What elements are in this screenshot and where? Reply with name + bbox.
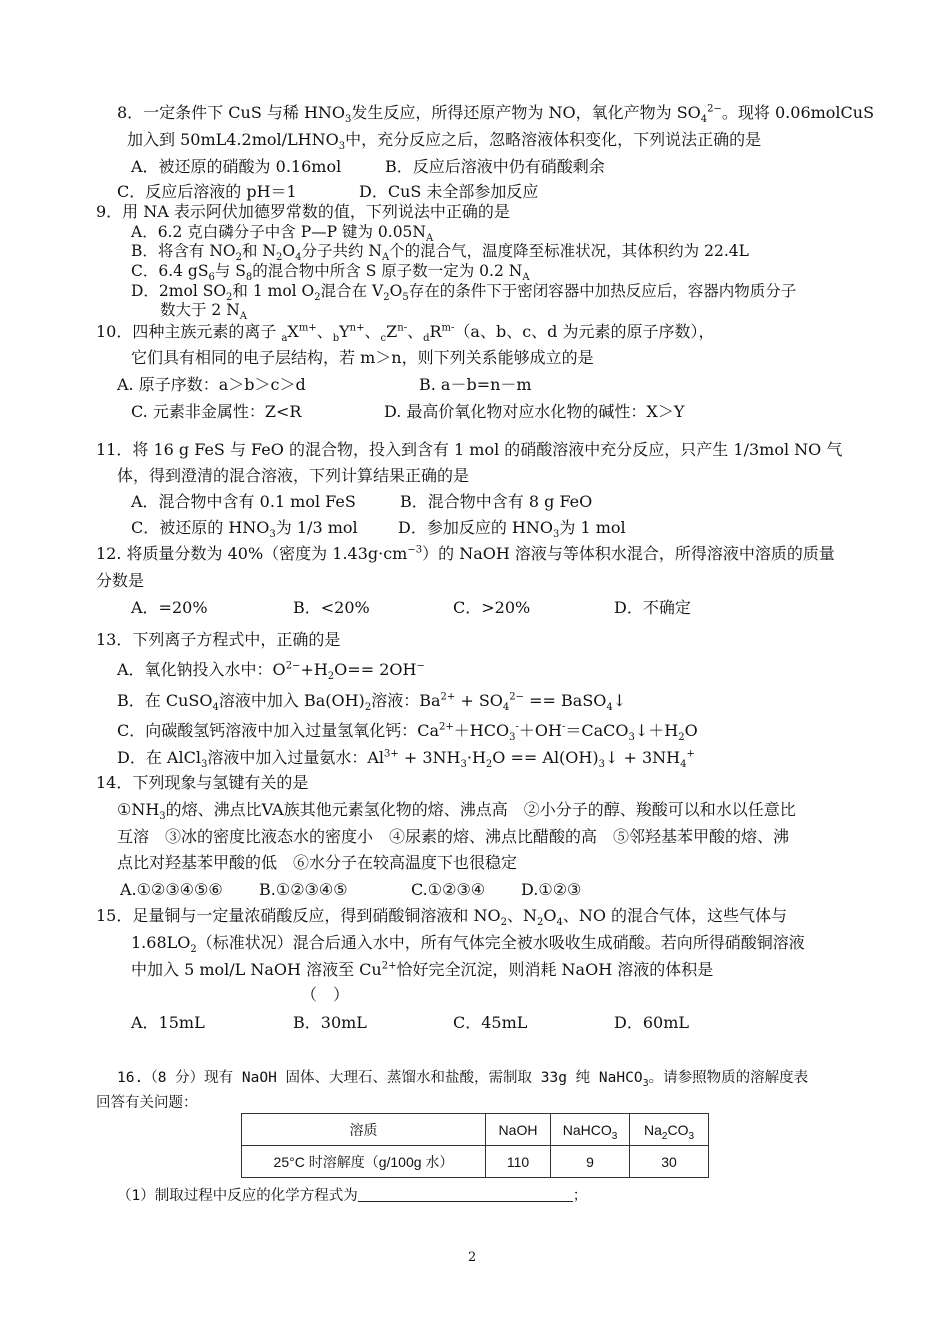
q15-stem-line3: 中加入 5 mol/L NaOH 溶液至 $Cu^{2+}$恰好完全沉淀，则消耗 NaOH 溶液的体积是 — [131, 960, 714, 979]
q12-stem-line1: 12. 将质量分数为 40%（密度为 $1.43g\cdot cm^{-3}$）的 NaOH 溶液与等体积水混合，所得溶液中溶质的质量 — [96, 544, 835, 563]
q8-option-d: D．CuS 未全部参加反应 — [359, 182, 539, 201]
q10-stem-line1: 10．四种主族元素的离子 $_aX^{m+}$、$_bY^{n+}$、$_cZ^{n-}$、$_dR^{m-}(a$、b、c、d 为元素的原子序数）， — [96, 322, 715, 345]
q12-option-a: A．=20% — [131, 598, 208, 617]
q15-answer-parentheses: （ ） — [301, 985, 350, 1004]
q11-stem-line2: 体，得到澄清的混合溶液，下列计算结果正确的是 — [117, 466, 470, 485]
q16-stem-line2: 回答有关问题： — [96, 1095, 198, 1111]
q11-option-d: D．参加反应的 $HNO_3$为 1 mol — [398, 518, 626, 541]
q9-option-b: B．将含有 $NO_2$和 $N_2O_4$分子共约 $N_A$个的混合气，温度降至标准状况，其体积约为 22.4L — [131, 242, 749, 264]
q13-option-a: A．氧化钠投入水中：$O^{2-}+H_2O== 2OH^-$ — [117, 660, 425, 683]
q13-option-b: B．在 CuSO$_4$溶液中加入 $Ba(OH)_2$溶液：$Ba^{2+} + SO_4^{2-}$ == BaSO$_4$↓ — [117, 691, 627, 714]
table-header-cell: 溶质 — [242, 1114, 486, 1146]
q14-option-c: C.①②③④ — [411, 880, 486, 899]
q8-option-b: B．反应后溶液中仍有硝酸剩余 — [385, 157, 605, 176]
q15-stem-line1: 15．足量铜与一定量浓硝酸反应，得到硝酸铜溶液和 $NO_2$、$N_2O_4$、NO 的混合气体，这些气体与 — [96, 906, 788, 929]
q9-option-d-line2: 数大于 2 $N_A$ — [160, 301, 248, 323]
q12-option-c: C．>20% — [453, 598, 531, 617]
q10-option-c: C. 元素非金属性：Z<R — [131, 402, 302, 421]
q10-option-a: A. 原子序数：a＞b＞c＞d — [117, 375, 306, 394]
answer-blank[interactable] — [358, 1186, 573, 1202]
q14-option-b: B.①②③④⑤ — [259, 880, 348, 899]
q13-option-d: D．在 AlCl$_3$溶液中加入过量氨水：$Al^{3+} + 3NH_3\cdot H_2O$ == $Al(OH)_3↓ + 3NH_4^+$ — [117, 748, 695, 771]
q10-stem-line2: 它们具有相同的电子层结构，若 m＞n，则下列关系能够成立的是 — [131, 348, 594, 367]
q15-option-b: B．30mL — [293, 1013, 367, 1032]
page-number: 2 — [468, 1250, 477, 1265]
q13-stem: 13．下列离子方程式中，正确的是 — [96, 630, 341, 649]
q14-option-a: A.①②③④⑤⑥ — [120, 880, 223, 899]
table-header-cell: NaOH — [486, 1114, 551, 1146]
q15-option-d: D．60mL — [614, 1013, 689, 1032]
q12-stem-line2: 分数是 — [96, 571, 145, 590]
q8-option-c: C．反应后溶液的 pH＝1 — [117, 182, 297, 201]
q9-option-d-line1: D．2mol $SO_2$和 1 mol $O_2$混合在 $V_2O_5$存在的条件下于密闭容器中加热反应后，容器内物质分子 — [131, 282, 797, 304]
q15-stem-line2: $1.68LO_2$（标准状况）混合后通入水中，所有气体完全被水吸收生成硝酸。若向所得硝酸铜溶液 — [131, 933, 805, 956]
table-header-cell: NaHCO$_3$ — [551, 1114, 630, 1146]
table-row — [242, 1146, 709, 1178]
q15-option-a: A．15mL — [131, 1013, 205, 1032]
q12-option-b: B．<20% — [293, 598, 370, 617]
q11-option-a: A．混合物中含有 0.1 mol FeS — [131, 492, 356, 511]
table-cell: 30 — [630, 1146, 709, 1178]
table-cell: 110 — [486, 1146, 551, 1178]
q8-stem-line2: 加入到 $50mL4.2mol/LHNO_3$中，充分反应之后，忽略溶液体积变化，下列说法正确的是 — [127, 130, 762, 153]
q11-option-c: C．被还原的 $HNO_3$为 1/3 mol — [131, 518, 358, 541]
table-cell: 9 — [551, 1146, 630, 1178]
q14-body-line3: 点比对羟基苯甲酸的低 ⑥水分子在较高温度下也很稳定 — [117, 853, 518, 872]
q11-stem-line1: 11．将 16 g FeS 与 FeO 的混合物，投入到含有 1 mol 的硝酸溶液中充分反应，只产生 1/3mol NO 气 — [96, 440, 843, 459]
q12-option-d: D．不确定 — [614, 598, 691, 617]
q10-option-d: D. 最高价氧化物对应水化物的碱性：X＞Y — [384, 402, 685, 421]
q16-subquestion-1: （1）制取过程中反应的化学方程式为 ； — [117, 1188, 588, 1204]
q9-stem: 9．用 NA 表示阿伏加德罗常数的值，下列说法中正确的是 — [96, 202, 510, 221]
q8-option-a: A．被还原的硝酸为 0.16mol — [131, 157, 342, 176]
q8-stem-line1: 8．一定条件下 CuS 与稀 $HNO_3$发生反应，所得还原产物为 NO，氧化产物为 $SO_4^{2-}$。现将 0.06molCuS — [117, 103, 875, 126]
solubility-table — [241, 1113, 709, 1178]
q16-stem-line1: 16.（8 分）现有 NaOH 固体、大理石、蒸馏水和盐酸，需制取 33g 纯 NaHCO$_3$。请参照物质的溶解度表 — [117, 1070, 809, 1089]
q10-option-b: B. a－b=n－m — [419, 375, 532, 394]
table-cell: 25°C 时溶解度（g/100g 水） — [242, 1146, 486, 1178]
q14-stem: 14．下列现象与氢键有关的是 — [96, 773, 309, 792]
q14-option-d: D.①②③ — [521, 880, 582, 899]
q9-option-c: C．6.4 $gS_6$与 $S_8$的混合物中所含 S 原子数一定为 0.2 $N_A$ — [131, 262, 530, 284]
q15-option-c: C．45mL — [453, 1013, 528, 1032]
table-row — [242, 1114, 709, 1146]
q9-option-a: A．6.2 克白磷分子中含 P—P 键为 $0.05N_A$ — [131, 223, 434, 245]
q13-option-c: C．向碳酸氢钙溶液中加入过量氢氧化钙：$Ca^{2+}+HCO_3^-+OH^-=CaCO_3↓+H_2O$ — [117, 721, 698, 744]
q14-body-line1: $①NH_3$的熔、沸点比VA族其他元素氢化物的熔、沸点高 ②小分子的醇、羧酸可以和水以任意比 — [117, 800, 796, 823]
table-header-cell: $Na_2CO_3$ — [630, 1114, 709, 1146]
q11-option-b: B．混合物中含有 8 g FeO — [400, 492, 593, 511]
q14-body-line2: 互溶 ③冰的密度比液态水的密度小 ④尿素的熔、沸点比醋酸的高 ⑤邻羟基苯甲酸的熔、沸 — [117, 827, 790, 846]
